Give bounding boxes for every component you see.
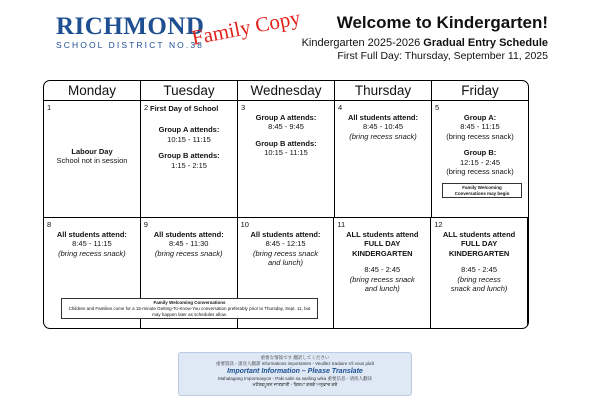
group-a-label: Group A:: [463, 112, 497, 122]
weekday-monday: Monday: [44, 81, 141, 100]
page-header: [302, 13, 548, 62]
day-cell-sep-2: [141, 101, 238, 217]
subtitle-prefix: Kindergarten 2025-2026: [301, 37, 421, 49]
full-day-line-2: FULL DAY: [460, 239, 498, 248]
group-a-label: Group A attends:: [255, 112, 317, 122]
group-a-snack: (bring recess snack): [446, 131, 514, 141]
welcoming-conversations-body: Children and Families come for a 15-minute Getting-To-Know-You conversation preferably prior to Thursday, Sept. 11, but may happen later as schedules allow.: [68, 305, 311, 317]
all-students-label: All students attend:: [250, 229, 321, 239]
banner-line-4: ਮਹੱਤਵਪੂਰਨ ਜਾਣਕਾਰੀ - ਕਿਰਪਾ ਕਰਕੇ ਅਨੁਵਾਦ ਕਰੋ: [252, 382, 338, 387]
weekday-header-row: [44, 81, 528, 101]
weekday-thursday: Thursday: [335, 81, 432, 100]
logo-name: RICHMOND: [56, 13, 205, 40]
all-students-label: All students attend:: [56, 229, 127, 239]
day-number: 10: [240, 220, 249, 229]
welcoming-note-title: Family Welcoming: [462, 185, 502, 190]
snack-note: (bring recess snack: [252, 248, 318, 258]
day-number: 3: [241, 103, 246, 112]
full-day-line-3: KINDERGARTEN: [352, 248, 413, 258]
group-b-label: Group B attends:: [255, 138, 317, 148]
welcoming-conversations-title: Family Welcoming Conversations: [153, 300, 226, 305]
day-number: 1: [47, 103, 52, 112]
day-number: 2: [144, 103, 149, 112]
district-logo: [56, 14, 204, 50]
group-b-time: 12:15 - 2:45: [459, 157, 501, 167]
first-full-day: First Full Day: Thursday, September 11, 2025: [337, 50, 548, 62]
group-b-time: 10:15 - 11:15: [264, 148, 308, 157]
day-number: 12: [434, 220, 443, 229]
logo-subtitle: SCHOOL DISTRICT NO.38: [56, 40, 205, 50]
full-day-line-3: KINDERGARTEN: [448, 248, 510, 258]
day-cell-sep-12: [431, 218, 528, 328]
group-a-time: 10:15 - 11:15: [167, 134, 211, 144]
day-number: 4: [338, 103, 343, 112]
schedule-subtitle: [302, 37, 548, 49]
group-b-label: Group B:: [463, 148, 497, 157]
snack-note: (bring recess snack): [58, 248, 126, 258]
banner-line-1: 重要な情報です 翻訳してください: [260, 355, 330, 360]
welcoming-note-body: Conversations may begin: [454, 190, 510, 196]
holiday-label: Labour Day: [71, 146, 113, 156]
day-cell-sep-4: [335, 101, 432, 217]
banner-line-2: 重要資訊 - 請送人翻譯 Informations importantes - Veuillez traduire s'il vous plaît: [215, 361, 375, 366]
attend-time: 8:45 - 2:45: [364, 265, 401, 274]
schedule-calendar: [43, 80, 529, 329]
group-a-time: 8:45 - 11:15: [460, 122, 500, 131]
week-2-row: [44, 217, 528, 328]
snack-note-cont: and lunch): [364, 284, 400, 293]
group-b-time: 1:15 - 2:15: [171, 160, 207, 170]
full-day-line-2: FULL DAY: [364, 239, 401, 248]
banner-line-3: Mahalagang Impormasyon - Paki salin sa sariling wika 重要信息 - 请找人翻译: [217, 376, 373, 381]
snack-note: (bring recess: [457, 274, 501, 284]
subtitle-bold: Gradual Entry Schedule: [423, 37, 548, 49]
full-day-line-1: ALL students attend: [442, 229, 516, 239]
day-number: 11: [337, 220, 346, 229]
snack-note: (bring recess snack): [349, 131, 417, 141]
attend-time: 8:45 - 10:45: [362, 122, 404, 131]
day-cell-sep-1: [44, 101, 141, 217]
welcoming-note: [442, 183, 522, 198]
group-a-time: 8:45 - 9:45: [268, 122, 304, 131]
attend-time: 8:45 - 12:15: [265, 239, 306, 248]
group-b-label: Group B attends:: [158, 151, 220, 160]
attend-time: 8:45 - 2:45: [461, 265, 498, 274]
first-day-label: First Day of School: [150, 103, 219, 113]
snack-note-cont: and lunch): [267, 258, 303, 267]
translate-banner: [178, 352, 412, 396]
day-cell-sep-3: [238, 101, 335, 217]
welcoming-conversations-note: [61, 298, 318, 319]
page-title: Welcome to Kindergarten!: [336, 13, 548, 32]
week-1-row: [44, 101, 528, 217]
weekday-wednesday: Wednesday: [238, 81, 335, 100]
day-number: 9: [143, 220, 148, 229]
snack-note: (bring recess snack): [154, 248, 223, 258]
attend-time: 8:45 - 11:30: [168, 239, 209, 248]
snack-note-cont: snack and lunch): [450, 284, 508, 293]
weekday-tuesday: Tuesday: [141, 81, 238, 100]
snack-note: (bring recess snack: [349, 274, 415, 284]
family-copy-stamp: Family Copy: [189, 5, 303, 50]
holiday-note: School not in session: [56, 156, 128, 165]
weekday-friday: Friday: [461, 83, 499, 98]
group-b-snack: (bring recess snack): [446, 167, 514, 176]
attend-time: 8:45 - 11:15: [72, 239, 112, 248]
group-a-label: Group A attends:: [158, 125, 220, 134]
all-students-label: All students attend:: [153, 229, 224, 239]
day-cell-sep-11: [334, 218, 431, 328]
day-number: 5: [435, 103, 440, 112]
full-day-line-1: ALL students attend: [346, 229, 419, 239]
banner-main: Important Information – Please Translate: [227, 368, 363, 375]
day-number: 8: [47, 220, 52, 229]
all-students-label: All students attend:: [347, 112, 418, 122]
day-cell-sep-5: [432, 101, 528, 217]
